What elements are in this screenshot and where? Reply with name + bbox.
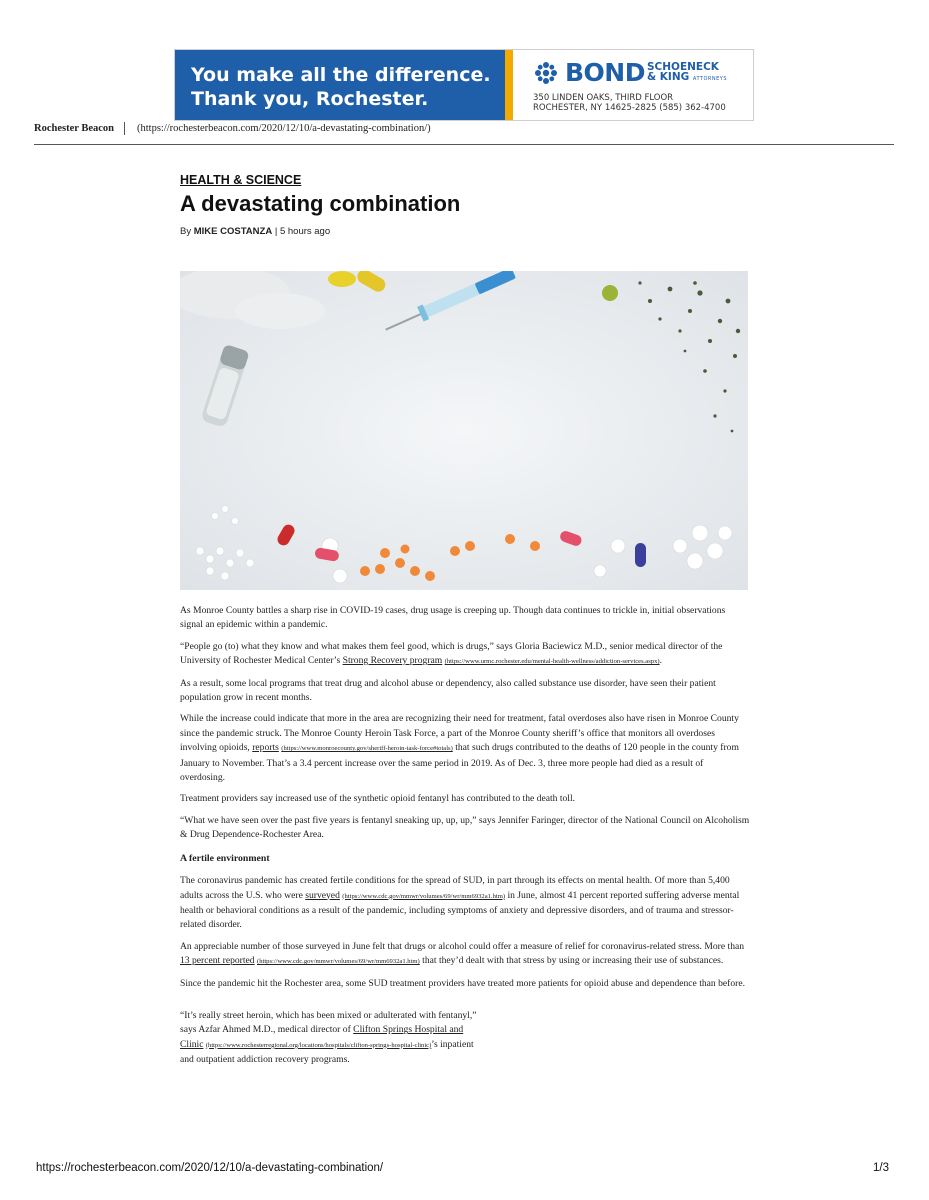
ad-headline-line1: You make all the difference.: [191, 64, 491, 86]
header-rule: [34, 144, 894, 145]
paragraph: “People go (to) what they know and what makes them feel good, which is drugs,” says Gloria Baciewicz M.D., senior medical director of the University of Rochester Medical Center’s Strong Recovery program (https://www.urmc.rochester.edu/mental-health-wellness/addiction-services.aspx).: [180, 640, 723, 667]
paragraph: Since the pandemic hit the Rochester area, some SUD treatment providers have treated more patients for opioid abuse and dependence than before.: [180, 977, 746, 989]
bond-logo-icon: [533, 60, 559, 86]
paragraph: The coronavirus pandemic has created fertile conditions for the spread of SUD, in part through its effects on mental health. Of more than 5,400 adults across the U.S. who were surveyed (https://www.cdc.gov/mmwr/volumes/69/wr/mm6932a1.htm) in June, almost 41 percent reported suffering adverse mental health or behavioral conditions as a result of the pandemic, including symptoms of anxiety and depressive disorders, and of trauma and stressor-related disorder.: [180, 875, 740, 931]
brand-subtitle: SCHOENECK & KING ATTORNEYS: [646, 60, 727, 83]
ad-brand: [513, 50, 753, 120]
footer-url: https://rochesterbeacon.com/2020/12/10/a-devastating-combination/: [36, 1162, 384, 1174]
ad-banner[interactable]: [174, 49, 754, 121]
link-reports[interactable]: reports: [252, 742, 279, 754]
header-url: (https://rochesterbeacon.com/2020/12/10/a-devastating-combination/): [137, 123, 431, 134]
section-heading: A fertile environment: [180, 852, 270, 864]
paragraph: While the increase could indicate that more in the area are recognizing their need for treatment, fatal overdoses also have risen in Monroe County since the pandemic struck. The Monroe County Heroin Task Force, a part of the Monroe County sheriff’s office that monitors all overdoses involving opioids, reports (https://www.monroecounty.gov/sheriff-heroin-task-force#totals) that such drugs contributed to the deaths of 120 people in the county from January to November. That’s a 3.4 percent increase over the same period in 2019. As of Dec. 3, three more people had died as a result of overdosing.: [180, 713, 739, 784]
site-name: Rochester Beacon: [34, 123, 114, 134]
paragraph: Treatment providers say increased use of the synthetic opioid fentanyl has contributed to the death toll.: [180, 793, 576, 805]
ad-message: [175, 50, 505, 120]
paragraph: As Monroe County battles a sharp rise in COVID-19 cases, drug usage is creeping up. Though data continues to trickle in, initial observations signal an epidemic within a pandemic.: [180, 605, 726, 631]
paragraph: “It’s really street heroin, which has been mixed or adulterated with fentanyl,” says Azfar Ahmed M.D., medical director of Clifton Springs Hospital and Clinic (https://www.rochesterregional.org/locations/hospitals/clifton-springs-hospital-clinic)’s inpatient and outpatient addiction recovery programs.: [180, 1009, 477, 1066]
publish-time: | 5 hours ago: [272, 226, 331, 237]
page-number: 1/3: [873, 1162, 889, 1174]
ad-address: 350 LINDEN OAKS, THIRD FLOOR ROCHESTER, NY 14625-2825 (585) 362-4700: [533, 93, 726, 113]
url-clifton-springs[interactable]: (https://www.rochesterregional.org/locations/hospitals/clifton-springs-hospital-clinic): [205, 1041, 432, 1049]
url-strong-recovery[interactable]: (https://www.urmc.rochester.edu/mental-health-wellness/addiction-services.aspx): [444, 658, 660, 666]
paragraph: As a result, some local programs that treat drug and alcohol abuse or dependency, also called substance use disorder, have seen their patient population grow in recent months.: [180, 677, 716, 704]
link-strong-recovery[interactable]: Strong Recovery program: [342, 655, 443, 667]
url-surveyed[interactable]: (https://www.cdc.gov/mmwr/volumes/69/wr/mm6932a1.htm): [342, 892, 506, 900]
article-title: A devastating combination: [180, 191, 461, 216]
link-13-percent[interactable]: 13 percent reported: [180, 955, 255, 967]
url-13-percent[interactable]: (https://www.cdc.gov/mmwr/volumes/69/wr/mm6932a1.htm): [257, 958, 420, 966]
byline: By MIKE COSTANZA | 5 hours ago: [180, 226, 331, 237]
paragraph: “What we have seen over the past five years is fentanyl sneaking up, up, up,” says Jennifer Faringer, director of the National Council on Alcoholism & Drug Dependence-Rochester Area.: [180, 814, 750, 841]
article-body: [180, 604, 750, 1075]
url-reports[interactable]: (https://www.monroecounty.gov/sheriff-heroin-task-force#totals): [281, 745, 453, 753]
link-clifton-springs[interactable]: Clifton Springs Hospital and Clinic: [180, 1024, 464, 1050]
category-link[interactable]: HEALTH & SCIENCE: [180, 173, 302, 187]
ad-headline-line2: Thank you, Rochester.: [191, 88, 429, 110]
ad-stripe: [505, 50, 513, 120]
link-surveyed[interactable]: surveyed: [305, 889, 340, 901]
author-name: MIKE COSTANZA: [193, 226, 273, 237]
page-header: [34, 122, 431, 135]
brand-name: BOND: [565, 58, 645, 87]
hero-image-drugs: [180, 271, 748, 590]
header-divider: [124, 122, 125, 135]
paragraph: An appreciable number of those surveyed in June felt that drugs or alcohol could offer a measure of relief for coronavirus-related stress. More than 13 percent reported (https://www.cdc.gov/mmwr/volumes/69/wr/mm6932a1.htm) that they’d dealt with that stress by using or increasing their use of substances.: [180, 940, 745, 967]
